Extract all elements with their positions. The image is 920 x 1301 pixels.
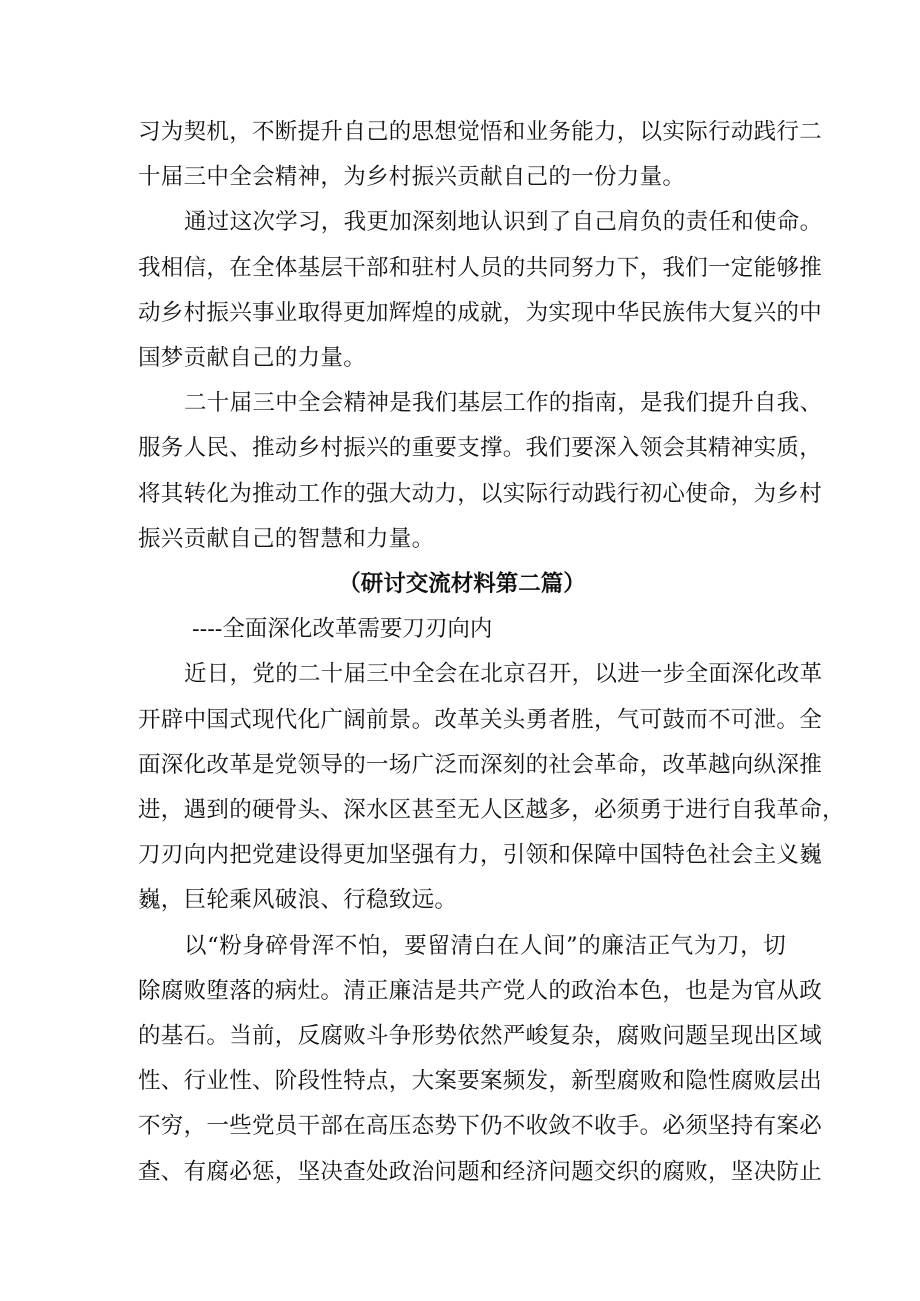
section-heading: （研讨交流材料第二篇） [338, 571, 586, 598]
paragraph-3 [138, 381, 823, 562]
text-line: 将其转化为推动工作的强大动力，以实际行动践行初心使命，为乡村 [138, 480, 823, 507]
text-line: 国梦贡献自己的力量。 [138, 345, 367, 372]
text-line: 十届三中全会精神，为乡村振兴贡献自己的一份力量。 [138, 164, 686, 191]
text-line: 的基石。当前，反腐败斗争形势依然严峻复杂，腐败问题呈现出区域 [138, 1023, 823, 1050]
text-line: 巍，巨轮乘风破浪、行稳致远。 [138, 887, 458, 914]
section-subheading: ----全面深化改革需要刀刃向内 [192, 616, 493, 643]
paragraph-5 [138, 924, 823, 1195]
text-line: 除腐败堕落的病灶。清正廉洁是共产党人的政治本色，也是为官从政 [138, 977, 823, 1004]
text-line: 二十届三中全会精神是我们基层工作的指南，是我们提升自我、 [184, 390, 823, 417]
text-line: 不穷，一些党员干部在高压态势下仍不收敛不收手。必须坚持有案必 [138, 1113, 823, 1140]
text-line: 我相信，在全体基层干部和驻村人员的共同努力下，我们一定能够推 [138, 254, 823, 281]
text-line: 面深化改革是党领导的一场广泛而深刻的社会革命，改革越向纵深推 [138, 751, 823, 778]
document-body [138, 110, 845, 1195]
text-line: 查、有腐必惩，坚决查处政治问题和经济问题交织的腐败，坚决防止 [138, 1158, 823, 1185]
text-line: 进，遇到的硬骨头、深水区甚至无人区越多，必须勇于进行自我革命， [138, 797, 845, 824]
text-line: 近日，党的二十届三中全会在北京召开，以进一步全面深化改革 [184, 661, 823, 688]
paragraph-4 [138, 652, 845, 923]
text-line: 动乡村振兴事业取得更加辉煌的成就，为实现中华民族伟大复兴的中 [138, 299, 823, 326]
text-line: 振兴贡献自己的智慧和力量。 [138, 525, 435, 552]
text-line: 刀刃向内把党建设得更加坚强有力，引领和保障中国特色社会主义巍 [138, 842, 823, 869]
text-line: 服务人民、推动乡村振兴的重要支撑。我们要深入领会其精神实质， [138, 435, 823, 462]
paragraph-1 [138, 110, 823, 200]
text-line: 通过这次学习，我更加深刻地认识到了自己肩负的责任和使命。 [184, 209, 823, 236]
text-line: 性、行业性、阶段性特点，大案要案频发，新型腐败和隐性腐败层出 [138, 1068, 823, 1095]
text-line: 开辟中国式现代化广阔前景。改革关头勇者胜，气可鼓而不可泄。全 [138, 706, 823, 733]
text-line: 习为契机，不断提升自己的思想觉悟和业务能力，以实际行动践行二 [138, 119, 823, 145]
text-line: 以“粉身碎骨浑不怕，要留清白在人间”的廉洁正气为刀，切 [184, 932, 786, 959]
paragraph-2 [138, 200, 823, 381]
